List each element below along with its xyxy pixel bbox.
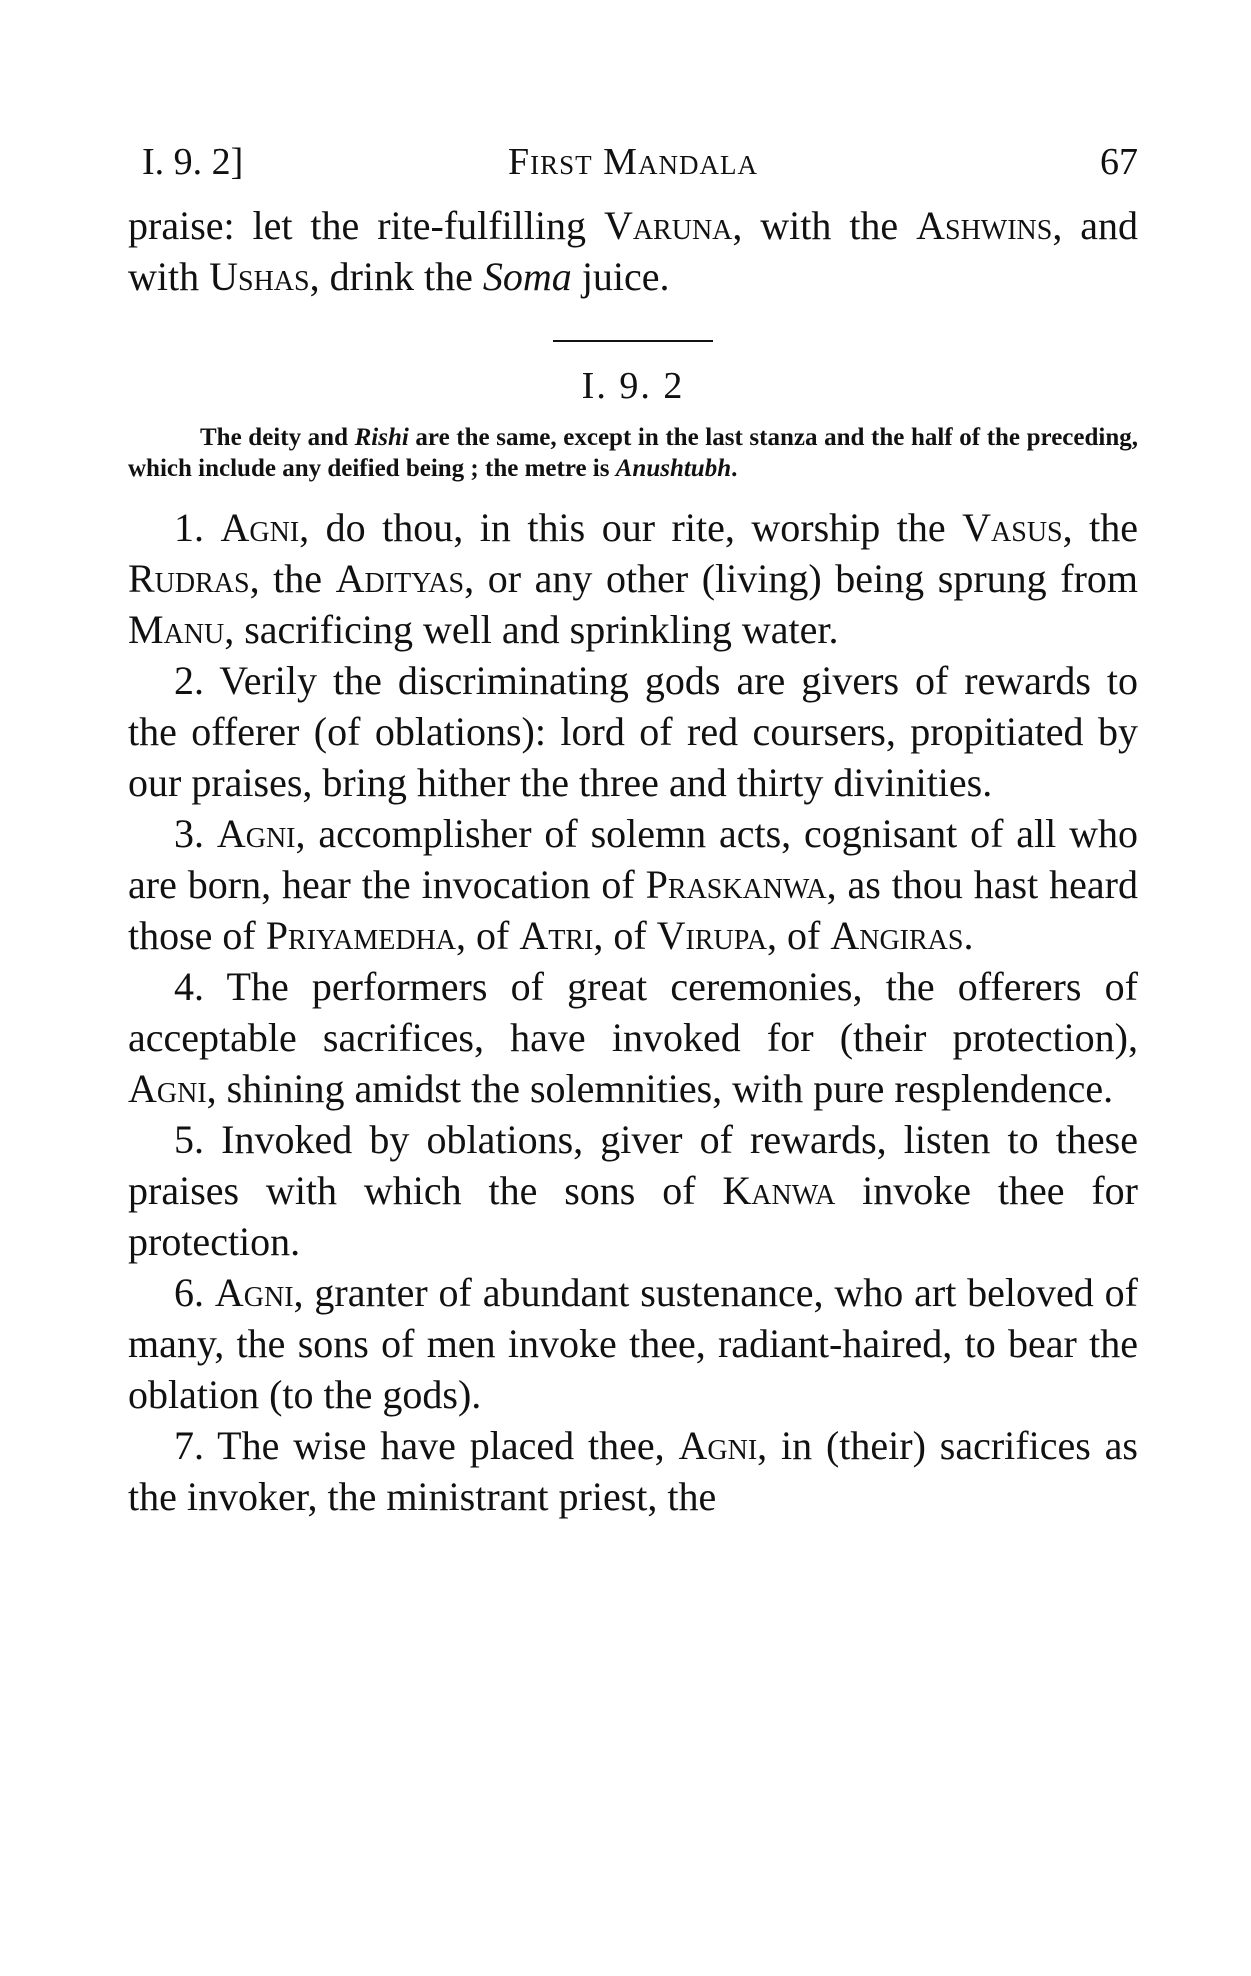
verse-text: , or any other (living) being sprung from [464, 556, 1139, 601]
name-varuna: Varuna [603, 203, 733, 248]
name-agni: Agni [220, 505, 300, 550]
verse-6 [128, 1267, 1138, 1420]
verse-text: invoke thee for protection. [128, 1168, 1138, 1264]
verse-number: 1. [174, 505, 221, 550]
verse-3 [128, 808, 1138, 961]
verse-text: , accomplisher of solemn acts, cognisant of all who are born, hear the invocation of [128, 811, 1138, 907]
intro-text: , and with [128, 203, 1139, 299]
verse-7 [128, 1420, 1138, 1522]
note-text: The deity and [200, 424, 355, 451]
header-reference: I. 9. 2] [142, 141, 244, 183]
name-ushas: Ushas [209, 254, 310, 299]
intro-text: , drink the [309, 254, 483, 299]
name-adityas: Adityas [335, 556, 465, 601]
intro-text: juice. [571, 254, 670, 299]
name-ashwins: Ashwins [916, 203, 1053, 248]
name-kanwa: Kanwa [722, 1168, 836, 1213]
name-agni: Agni [678, 1423, 758, 1468]
book-page [128, 140, 1138, 1522]
term-soma: Soma [482, 254, 572, 299]
header-title: First Mandala [508, 141, 758, 183]
verse-text: 4. The performers of great ceremonies, the offerers of acceptable sacrifices, have invoked for (their protection), [128, 964, 1138, 1060]
section-divider [553, 340, 713, 342]
intro-text: praise: let the rite-fulfilling [128, 203, 604, 248]
verse-text: , shining amidst the solemnities, with pure resplendence. [206, 1066, 1114, 1111]
verse-text: , the [1062, 505, 1138, 550]
verse-text: 5. Invoked by oblations, giver of rewards, listen to these praises with which the sons of [128, 1117, 1138, 1213]
note-text: are the same, except in the last stanza and the half of the preceding, which include any deified being ; the metre is [128, 424, 1138, 482]
page-number: 67 [1100, 141, 1138, 183]
verse-5 [128, 1114, 1138, 1267]
verse-text: , do thou, in this our rite, worship the [299, 505, 963, 550]
verse-text: 7. The wise have placed thee, [174, 1423, 679, 1468]
verse-text: , of [593, 913, 657, 958]
note-text: . [731, 455, 738, 482]
verse-text: . [963, 913, 974, 958]
intro-text: , with the [732, 203, 917, 248]
verse-text: , in (their) sacrifices as the invoker, the ministrant priest, the [128, 1423, 1138, 1519]
verse-text: , the [249, 556, 336, 601]
section-heading: I. 9. 2 [581, 365, 685, 407]
verse-text: , of [767, 913, 831, 958]
name-vasus: Vasus [962, 505, 1063, 550]
section-note [128, 422, 1138, 484]
name-angiras: Angiras [830, 913, 964, 958]
term-rishi: Rishi [354, 424, 409, 451]
name-agni: Agni [128, 1066, 207, 1111]
name-agni: Agni [216, 811, 296, 856]
verse-text: , granter of abundant sustenance, who art beloved of many, the sons of men invoke thee, radiant-haired, to bear the oblation (to the gods). [128, 1270, 1138, 1417]
name-agni: Agni [214, 1270, 294, 1315]
term-metre: Anushtubh [615, 455, 732, 482]
name-praskanwa: Praskanwa [645, 862, 827, 907]
verse-number: 3. [174, 811, 217, 856]
verse-number: 6. [174, 1270, 215, 1315]
verse-text: , as thou hast heard those of [128, 862, 1139, 958]
intro-paragraph [128, 200, 1138, 302]
verse-1 [128, 502, 1138, 655]
name-rudras: Rudras [128, 556, 250, 601]
verse-text: , of [456, 913, 520, 958]
name-priyamedha: Priyamedha [265, 913, 457, 958]
verse-4 [128, 961, 1138, 1114]
verse-2: 2. Verily the discriminating gods are givers of rewards to the offerer (of oblations): lord of red coursers, propitiated by our praises, bring hither the three and thirty divinities. [128, 658, 1138, 805]
name-atri: Atri [519, 913, 594, 958]
verse-text: , sacrificing well and sprinkling water. [224, 607, 839, 652]
name-manu: Manu [128, 607, 225, 652]
running-header [128, 140, 1138, 200]
name-virupa: Virupa [656, 913, 768, 958]
